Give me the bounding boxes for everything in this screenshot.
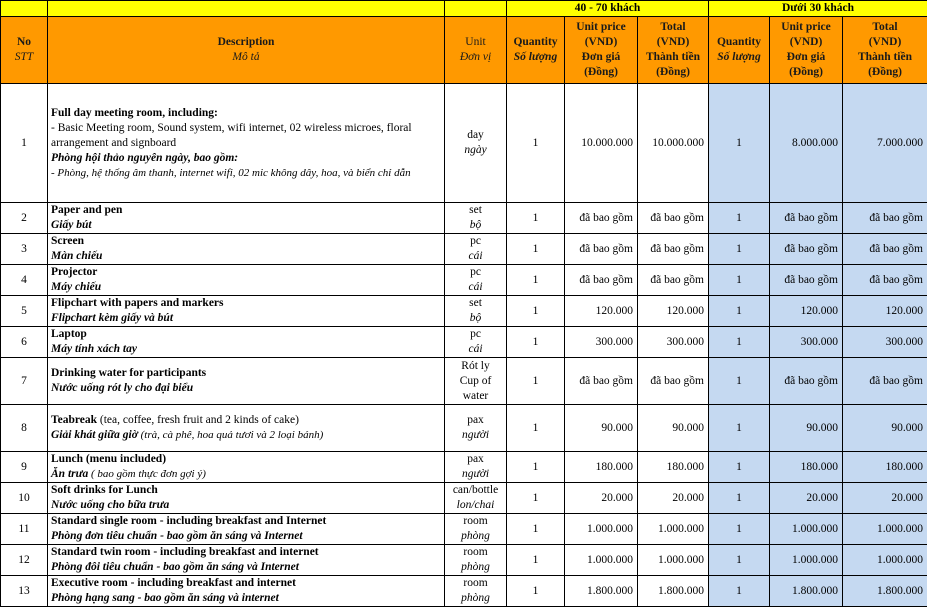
item-description (48, 358, 445, 405)
description-header (48, 17, 445, 84)
empty-cell (445, 1, 507, 17)
total-40-70: đã bao gồm (638, 265, 709, 296)
unit-text: pax (447, 413, 504, 428)
item-unit (445, 84, 507, 203)
unit-price-40-70: 1.000.000 (565, 514, 638, 545)
item-name-vi-text: Nước uống rót ly cho đại biểu (51, 382, 193, 394)
empty-cell (48, 1, 445, 17)
quantity-under-30: 1 (709, 576, 770, 607)
quantity-40-70: 1 (507, 203, 565, 234)
item-description (48, 514, 445, 545)
table-row (1, 203, 927, 234)
quantity-header-en: Quantity (509, 35, 562, 50)
unit-text: pax (447, 452, 504, 467)
table-row (1, 405, 927, 452)
total-vnd: (VND) (845, 35, 925, 50)
item-unit (445, 405, 507, 452)
item-name-vi (51, 311, 442, 326)
item-name-vi (51, 249, 442, 264)
item-no: 2 (1, 203, 48, 234)
unit-text: water (447, 389, 504, 404)
item-name-en-text: Executive room - including breakfast and internet (51, 577, 296, 589)
item-name-vi (51, 381, 442, 396)
item-no: 12 (1, 545, 48, 576)
total-under-30: 20.000 (843, 483, 927, 514)
no-header-en: No (3, 35, 45, 50)
unit-text: cái (447, 249, 504, 264)
item-name-vi-text: Giải khát giữa giờ (51, 429, 138, 441)
quantity-40-70: 1 (507, 576, 565, 607)
item-name-vi-text: Phòng hạng sang - bao gồm ăn sáng và internet (51, 592, 279, 604)
unit-text: cái (447, 342, 504, 357)
no-header-vi: STT (3, 50, 45, 65)
item-unit (445, 514, 507, 545)
item-unit (445, 483, 507, 514)
item-name-vi (51, 560, 442, 575)
unit-text: set (447, 296, 504, 311)
total-under-30: đã bao gồm (843, 234, 927, 265)
item-detail-vi: - Phòng, hệ thống âm thanh, internet wifi, 02 mic không dây, hoa, và biển chỉ dẫn (51, 166, 442, 181)
column-header-row (1, 17, 927, 84)
unit-price-under-30: 1.000.000 (770, 514, 843, 545)
table-row (1, 84, 927, 203)
quantity-40-70: 1 (507, 514, 565, 545)
total-under-30: 7.000.000 (843, 84, 927, 203)
quantity-under-30: 1 (709, 234, 770, 265)
unit-price-under-30: đã bao gồm (770, 234, 843, 265)
unit-text: can/bottle (447, 483, 504, 498)
quantity-40-70: 1 (507, 483, 565, 514)
item-name-vi (51, 280, 442, 295)
table-row (1, 483, 927, 514)
total-40-70: 300.000 (638, 327, 709, 358)
unit-price-40-70: đã bao gồm (565, 234, 638, 265)
item-unit (445, 452, 507, 483)
quantity-header-vi: Số lượng (711, 50, 767, 65)
unit-text: Rót ly (447, 359, 504, 374)
unit-text: pc (447, 234, 504, 249)
quantity-40-70: 1 (507, 234, 565, 265)
item-name-en: Full day meeting room, including: (51, 106, 442, 121)
item-name-vi-text: Nước uống cho bữa trưa (51, 499, 169, 511)
item-no: 3 (1, 234, 48, 265)
total-under-30: 1.000.000 (843, 545, 927, 576)
total-40-70: 1.000.000 (638, 514, 709, 545)
total-vi: Thành tiền (640, 50, 706, 65)
unit-text: set (447, 203, 504, 218)
total-vi: Thành tiền (845, 50, 925, 65)
item-name-en-text: Lunch (menu included) (51, 453, 166, 465)
item-name-vi-extra: (trà, cà phê, hoa quả tươi và 2 loại bánh) (138, 429, 323, 441)
table-row (1, 327, 927, 358)
item-no: 10 (1, 483, 48, 514)
item-unit (445, 545, 507, 576)
total-40-70: 10.000.000 (638, 84, 709, 203)
item-name-en (51, 545, 442, 560)
item-name-en-text: Paper and pen (51, 204, 122, 216)
description-header-en: Description (50, 35, 442, 50)
item-name-en (51, 296, 442, 311)
quantity-40-70: 1 (507, 296, 565, 327)
quantity-40-70: 1 (507, 452, 565, 483)
group-header-row (1, 1, 927, 17)
item-name-en (51, 234, 442, 249)
unit-price-en: Unit price (772, 20, 840, 35)
item-no: 8 (1, 405, 48, 452)
quantity-40-70: 1 (507, 358, 565, 405)
total-40-70: đã bao gồm (638, 203, 709, 234)
total-en: Total (640, 20, 706, 35)
item-no: 5 (1, 296, 48, 327)
unit-text: room (447, 545, 504, 560)
unit-price-under-30: 1.000.000 (770, 545, 843, 576)
item-unit (445, 296, 507, 327)
table-row (1, 576, 927, 607)
total-40-70: 1.000.000 (638, 545, 709, 576)
item-name-vi-text: Flipchart kèm giấy và bút (51, 312, 173, 324)
unit-text: pc (447, 327, 504, 342)
unit-price-40-70: đã bao gồm (565, 203, 638, 234)
unit-price-under-30: đã bao gồm (770, 265, 843, 296)
item-name-vi-text: Máy tính xách tay (51, 343, 137, 355)
unit-price-under-30: 90.000 (770, 405, 843, 452)
item-name-vi-text: Máy chiếu (51, 281, 101, 293)
group-under-30-header: Dưới 30 khách (709, 1, 927, 17)
unit-text: bộ (447, 311, 504, 326)
unit-price-under-30: đã bao gồm (770, 358, 843, 405)
item-name-vi (51, 591, 442, 606)
quantity-header-en: Quantity (711, 35, 767, 50)
quantity-under-30: 1 (709, 545, 770, 576)
item-name-en-text: Flipchart with papers and markers (51, 297, 224, 309)
item-name-vi: Phòng hội thảo nguyên ngày, bao gồm: (51, 151, 442, 166)
unit-text: cái (447, 280, 504, 295)
item-name-en (51, 265, 442, 280)
item-no: 4 (1, 265, 48, 296)
total-under-30: đã bao gồm (843, 265, 927, 296)
unit-price-vnd: (VND) (772, 35, 840, 50)
unit-text: lon/chai (447, 498, 504, 513)
item-name-en (51, 483, 442, 498)
item-name-en-text: Laptop (51, 328, 87, 340)
item-name-vi-text: Giấy bút (51, 219, 92, 231)
item-no: 9 (1, 452, 48, 483)
total-en: Total (845, 20, 925, 35)
item-no: 7 (1, 358, 48, 405)
quantity-40-70: 1 (507, 265, 565, 296)
item-name-en (51, 327, 442, 342)
unit-text: room (447, 514, 504, 529)
unit-text: phòng (447, 529, 504, 544)
unit-price-dong: (Đồng) (567, 65, 635, 80)
item-name-en (51, 413, 442, 428)
total-under-30: đã bao gồm (843, 203, 927, 234)
unit-price-under-30: đã bao gồm (770, 203, 843, 234)
item-name-vi-text: Ăn trưa (51, 468, 88, 480)
item-name-vi-text: Phòng đơn tiêu chuẩn - bao gồm ăn sáng và Internet (51, 530, 303, 542)
item-unit (445, 234, 507, 265)
unit-price-40-70: 120.000 (565, 296, 638, 327)
unit-price-40-70: 1.000.000 (565, 545, 638, 576)
unit-price-under-30: 20.000 (770, 483, 843, 514)
total-under-30: 90.000 (843, 405, 927, 452)
item-no: 6 (1, 327, 48, 358)
unit-text: Cup of (447, 374, 504, 389)
item-unit (445, 327, 507, 358)
unit-text: bộ (447, 218, 504, 233)
item-description (48, 545, 445, 576)
item-name-vi (51, 342, 442, 357)
table-row (1, 358, 927, 405)
unit-text: pc (447, 265, 504, 280)
quantity-under-30: 1 (709, 483, 770, 514)
unit-price-header-2 (770, 17, 843, 84)
item-detail-en: - Basic Meeting room, Sound system, wifi internet, 02 wireless microes, floral arrangement and signboard (51, 121, 442, 151)
item-description (48, 203, 445, 234)
item-description (48, 327, 445, 358)
unit-text: room (447, 576, 504, 591)
quantity-under-30: 1 (709, 358, 770, 405)
unit-header-vi: Đơn vị (447, 50, 504, 65)
item-description (48, 265, 445, 296)
unit-price-en: Unit price (567, 20, 635, 35)
item-name-vi-text: Màn chiếu (51, 250, 102, 262)
item-description (48, 296, 445, 327)
item-name-en-text: Drinking water for participants (51, 367, 206, 379)
item-name-en (51, 366, 442, 381)
total-header-2 (843, 17, 927, 84)
item-name-en (51, 576, 442, 591)
table-row (1, 452, 927, 483)
item-description (48, 483, 445, 514)
item-name-en-text: Teabreak (51, 414, 97, 426)
quantity-header-1 (507, 17, 565, 84)
unit-price-40-70: 1.800.000 (565, 576, 638, 607)
total-40-70: 120.000 (638, 296, 709, 327)
unit-text: day (447, 128, 504, 143)
item-name-en-text: Standard single room - including breakfast and Internet (51, 515, 326, 527)
item-name-en-text: Projector (51, 266, 97, 278)
item-name-en (51, 514, 442, 529)
item-name-en-text: Screen (51, 235, 84, 247)
quantity-under-30: 1 (709, 203, 770, 234)
unit-text: ngày (447, 143, 504, 158)
item-no: 11 (1, 514, 48, 545)
unit-price-under-30: 8.000.000 (770, 84, 843, 203)
unit-price-under-30: 1.800.000 (770, 576, 843, 607)
item-name-vi (51, 428, 442, 443)
unit-header (445, 17, 507, 84)
no-header (1, 17, 48, 84)
quantity-40-70: 1 (507, 405, 565, 452)
total-40-70: đã bao gồm (638, 234, 709, 265)
item-description (48, 576, 445, 607)
quantity-40-70: 1 (507, 545, 565, 576)
unit-price-vi: Đơn giá (567, 50, 635, 65)
item-name-vi (51, 498, 442, 513)
item-no: 1 (1, 84, 48, 203)
unit-text: phòng (447, 560, 504, 575)
total-under-30: đã bao gồm (843, 358, 927, 405)
unit-price-under-30: 300.000 (770, 327, 843, 358)
table-row (1, 514, 927, 545)
table-row (1, 545, 927, 576)
quantity-header-vi: Số lượng (509, 50, 562, 65)
total-40-70: 180.000 (638, 452, 709, 483)
quantity-under-30: 1 (709, 84, 770, 203)
table-row (1, 234, 927, 265)
unit-price-40-70: đã bao gồm (565, 358, 638, 405)
item-description (48, 84, 445, 203)
unit-text: người (447, 467, 504, 482)
item-name-vi (51, 218, 442, 233)
unit-text: phòng (447, 591, 504, 606)
unit-price-40-70: đã bao gồm (565, 265, 638, 296)
total-under-30: 120.000 (843, 296, 927, 327)
unit-price-40-70: 20.000 (565, 483, 638, 514)
group-40-70-header: 40 - 70 khách (507, 1, 709, 17)
table-row (1, 296, 927, 327)
item-name-vi (51, 529, 442, 544)
item-name-en (51, 452, 442, 467)
unit-price-under-30: 180.000 (770, 452, 843, 483)
total-under-30: 300.000 (843, 327, 927, 358)
total-under-30: 1.800.000 (843, 576, 927, 607)
unit-price-40-70: 300.000 (565, 327, 638, 358)
total-dong: (Đồng) (845, 65, 925, 80)
item-unit (445, 576, 507, 607)
unit-price-vi: Đơn giá (772, 50, 840, 65)
total-under-30: 1.000.000 (843, 514, 927, 545)
quantity-40-70: 1 (507, 327, 565, 358)
total-vnd: (VND) (640, 35, 706, 50)
total-40-70: đã bao gồm (638, 358, 709, 405)
item-name-vi (51, 467, 442, 482)
quantity-under-30: 1 (709, 265, 770, 296)
unit-price-vnd: (VND) (567, 35, 635, 50)
table-row (1, 265, 927, 296)
item-unit (445, 358, 507, 405)
empty-cell (1, 1, 48, 17)
unit-text: người (447, 428, 504, 443)
quantity-under-30: 1 (709, 514, 770, 545)
total-40-70: 1.800.000 (638, 576, 709, 607)
item-name-en (51, 203, 442, 218)
item-no: 13 (1, 576, 48, 607)
quantity-under-30: 1 (709, 405, 770, 452)
unit-price-under-30: 120.000 (770, 296, 843, 327)
unit-price-40-70: 90.000 (565, 405, 638, 452)
total-dong: (Đồng) (640, 65, 706, 80)
unit-price-40-70: 10.000.000 (565, 84, 638, 203)
item-name-en-extra: (tea, coffee, fresh fruit and 2 kinds of cake) (97, 414, 299, 426)
total-under-30: 180.000 (843, 452, 927, 483)
quantity-header-2 (709, 17, 770, 84)
item-description (48, 452, 445, 483)
unit-price-40-70: 180.000 (565, 452, 638, 483)
item-unit (445, 203, 507, 234)
item-description (48, 234, 445, 265)
unit-price-dong: (Đồng) (772, 65, 840, 80)
total-40-70: 20.000 (638, 483, 709, 514)
unit-header-en: Unit (447, 35, 504, 50)
item-unit (445, 265, 507, 296)
description-header-vi: Mô tả (50, 50, 442, 65)
quantity-under-30: 1 (709, 327, 770, 358)
quantity-under-30: 1 (709, 296, 770, 327)
quantity-under-30: 1 (709, 452, 770, 483)
total-header-1 (638, 17, 709, 84)
item-name-en-text: Soft drinks for Lunch (51, 484, 158, 496)
total-40-70: 90.000 (638, 405, 709, 452)
quantity-40-70: 1 (507, 84, 565, 203)
item-name-vi-text: Phòng đôi tiêu chuẩn - bao gồm ăn sáng và Internet (51, 561, 299, 573)
unit-price-header-1 (565, 17, 638, 84)
item-name-en-text: Standard twin room - including breakfast and internet (51, 546, 319, 558)
item-description (48, 405, 445, 452)
item-name-vi-extra: ( bao gồm thực đơn gợi ý) (88, 468, 206, 480)
